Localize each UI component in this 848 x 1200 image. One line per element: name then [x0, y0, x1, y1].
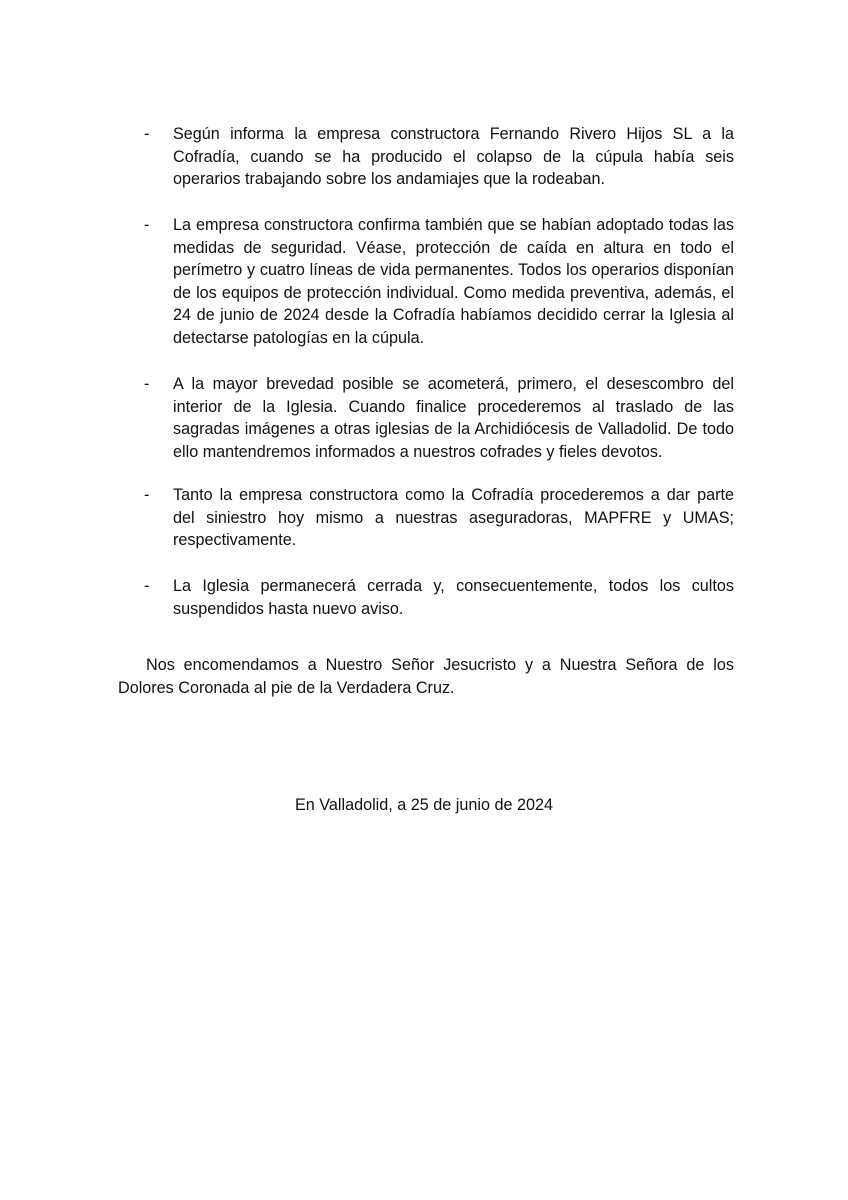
bullet-marker: -: [144, 216, 150, 234]
bullet-marker: -: [144, 577, 150, 595]
bullet-item: [144, 484, 734, 552]
bullet-item: [144, 214, 734, 350]
signature-date: En Valladolid, a 25 de junio de 2024: [294, 796, 553, 814]
bullet-marker: -: [144, 125, 150, 143]
bullet-text: Según informa la empresa constructora Fernando Rivero Hijos SL a la Cofradía, cuando se ha producido el colapso de la cúpula había seis operarios trabajando sobre los andamiajes que la rodeaban.: [173, 125, 734, 189]
bullet-marker: -: [144, 486, 150, 504]
bullet-item: [144, 123, 734, 191]
closing-paragraph: Nos encomendamos a Nuestro Señor Jesucristo y a Nuestra Señora de los Dolores Coronada al pie de la Verdadera Cruz.: [118, 656, 734, 697]
bullet-marker: -: [144, 375, 150, 393]
bullet-text: Tanto la empresa constructora como la Cofradía procederemos a dar parte del siniestro hoy mismo a nuestras aseguradoras, MAPFRE y UMAS; respectivamente.: [173, 486, 734, 550]
bullet-text: La Iglesia permanecerá cerrada y, consecuentemente, todos los cultos suspendidos hasta nuevo aviso.: [173, 577, 734, 618]
bullet-item: [144, 373, 734, 463]
bullet-text: La empresa constructora confirma también que se habían adoptado todas las medidas de seguridad. Véase, protección de caída en altura en todo el perímetro y cuatro líneas de vida permanentes. Todos los operarios disponían de los equipos de protección individual. Como medida preventiva, además, el 24 de junio de 2024 desde la Cofradía habíamos decidido cerrar la Iglesia al detectarse patologías en la cúpula.: [173, 216, 734, 347]
bullet-item: [144, 575, 734, 620]
bullet-text: A la mayor brevedad posible se acometerá, primero, el desescombro del interior de la Iglesia. Cuando finalice procederemos al traslado de las sagradas imágenes a otras iglesias de la Archidiócesis de Valladolid. De todo ello mantendremos informados a nuestros cofrades y fieles devotos.: [173, 375, 734, 461]
